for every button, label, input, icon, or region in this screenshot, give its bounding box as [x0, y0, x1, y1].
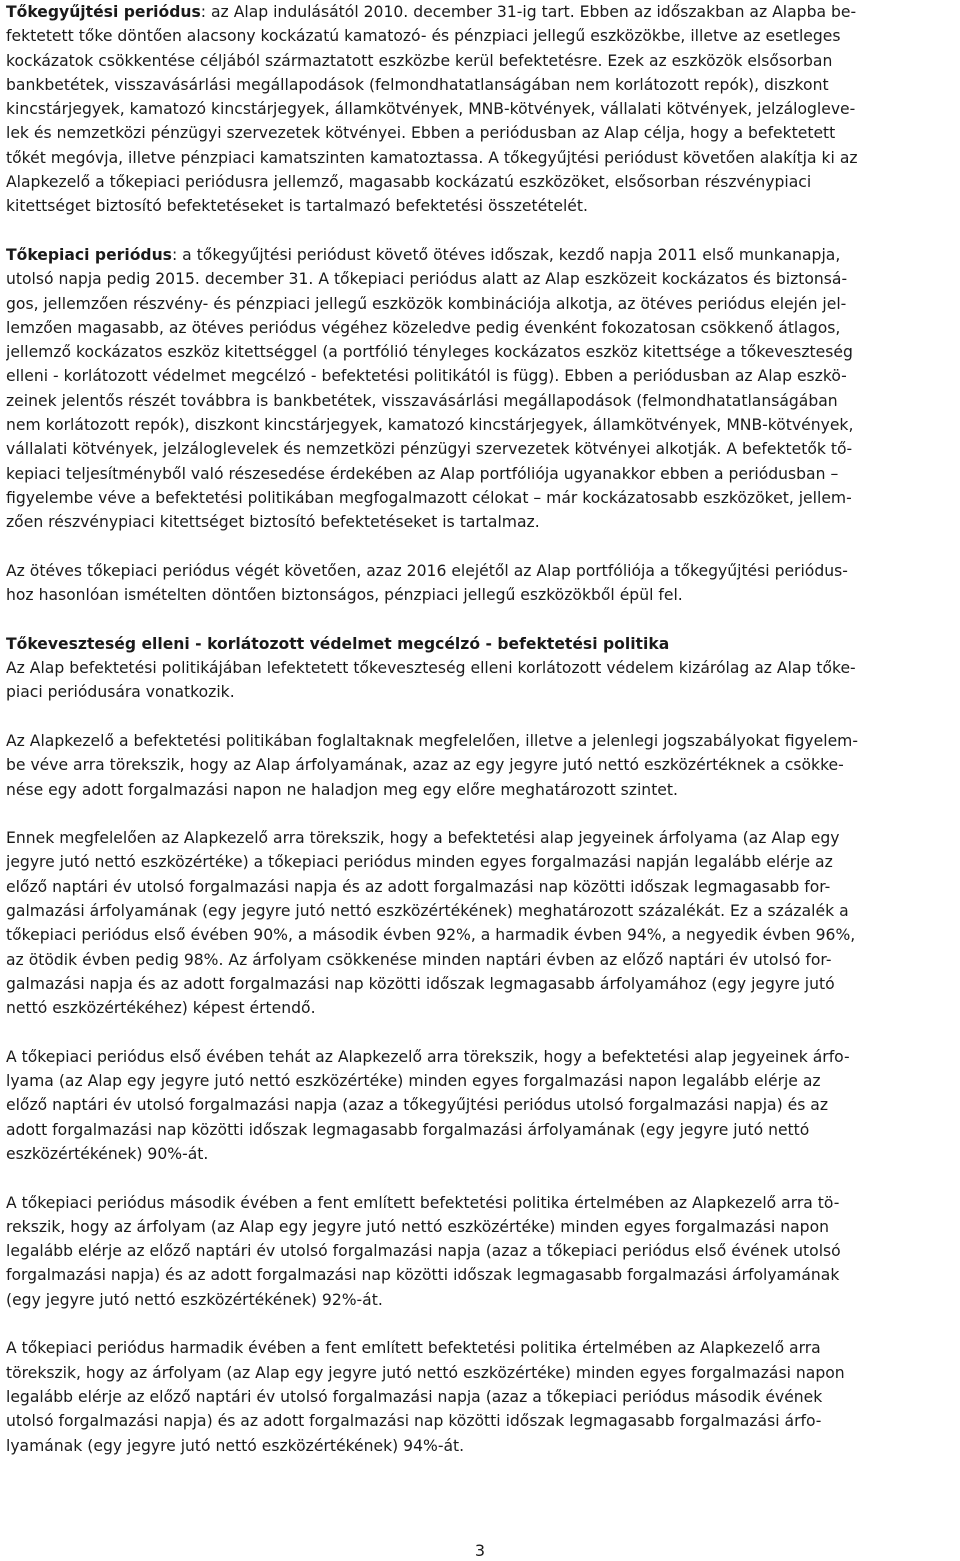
paragraph-capital-market-period: [6, 243, 952, 535]
term-capital-collection-period: Tőkegyűjtési periódus: [6, 3, 201, 21]
text-line: nése egy adott forgalmazási napon ne haladjon meg egy előre meghatározott szintet.: [6, 780, 678, 799]
term-capital-market-period: Tőkepiaci periódus: [6, 245, 172, 264]
paragraph-gap: [6, 705, 952, 729]
text-line: kockázatok csökkentése céljából származtatott eszközbe kerül befektetésre. Ezek az eszközök elsősorban: [6, 51, 833, 70]
paragraph-capital-collection-period: [6, 0, 952, 219]
text-line: kitettséget biztosító befektetéseket is tartalmazó befektetési összetételét.: [6, 197, 588, 216]
text-line: nettó eszközértékéhez) képest értendő.: [6, 999, 316, 1018]
text-line: kepiaci teljesítményből való részesedése érdekében az Alap portfóliója ugyanakkor ebben a periódusban –: [6, 464, 839, 483]
text-line: jegyre jutó nettó eszközértéke) a tőkepiaci periódus minden egyes forgalmazási napján legalább elérje az: [6, 853, 833, 872]
section-heading: Tőkeveszteség elleni - korlátozott védelmet megcélzó - befektetési politika: [6, 634, 670, 653]
text-line: be véve arra törekszik, hogy az Alap árfolyamának, azaz az egy jegyre jutó nettó eszközértéknek a csökke-: [6, 756, 844, 775]
text-line: eszközértékének) 90%-át.: [6, 1144, 209, 1163]
text-line: legalább elérje az előző naptári év utolsó forgalmazási napja (azaz a tőkepiaci periódus második évének: [6, 1387, 823, 1406]
paragraph-gap: [6, 535, 952, 559]
text-line: hoz hasonlóan ismételten döntően biztonságos, pénzpiaci jellegű eszközökből épül fel.: [6, 586, 683, 605]
text-line: az ötödik évben pedig 98%. Az árfolyam csökkenése minden naptári évben az előző naptári év utolsó for-: [6, 950, 832, 969]
text-line: A tőkepiaci periódus harmadik évében a fent említett befektetési politika értelmében az Alapkezelő arra: [6, 1339, 821, 1358]
text-line: lek és nemzetközi pénzügyi szervezetek kötvényei. Ebben a periódusban az Alap célja, hogy a befektetett: [6, 124, 836, 143]
text-line: adott forgalmazási nap közötti időszak legmagasabb forgalmazási árfolyamának (egy jegyre jutó nettó: [6, 1120, 810, 1139]
paragraph-percentages: [6, 826, 952, 1020]
text-line: piaci periódusára vonatkozik.: [6, 683, 235, 702]
text-line: A tőkepiaci periódus második évében a fent említett befektetési politika értelmében az Alapkezelő arra tö-: [6, 1193, 840, 1212]
paragraph-gap: [6, 1020, 952, 1044]
text-line: gos, jellemzően részvény- és pénzpiaci jellegű eszközök kombinációja alkotja, az ötéves periódus elején jel-: [6, 294, 847, 313]
text-line: tőkepiaci periódus első évében 90%, a második évben 92%, a harmadik évben 94%, a negyedik évben 96%,: [6, 926, 856, 945]
text-line: figyelembe véve a befektetési politikában megfogalmazott célokat – már kockázatosabb eszközöket, jellem-: [6, 488, 852, 507]
paragraph-gap: [6, 1312, 952, 1336]
text-line: kincstárjegyek, kamatozó kincstárjegyek, államkötvények, MNB-kötvények, vállalati kötvények, jelzálogleve-: [6, 100, 856, 119]
text-line: előző naptári év utolsó forgalmazási napja és az adott forgalmazási nap közötti időszak legmagasabb for-: [6, 877, 831, 896]
text-line: (egy jegyre jutó nettó eszközértékének) 92%-át.: [6, 1290, 383, 1309]
paragraph-second-year: [6, 1191, 952, 1312]
text-line: legalább elérje az előző naptári év utolsó forgalmazási napja (azaz a tőkepiaci periódus első évének utolsó: [6, 1242, 841, 1261]
text-line: Az Alap befektetési politikájában lefektetett tőkeveszteség elleni korlátozott védelem kizárólag az Alap tőke-: [6, 659, 856, 678]
text-line: törekszik, hogy az árfolyam (az Alap egy jegyre jutó nettó eszközértéke) minden egyes forgalmazási napon: [6, 1363, 845, 1382]
paragraph-after-period: [6, 559, 952, 608]
text-line: galmazási árfolyamának (egy jegyre jutó nettó eszközértékének) meghatározott százalékát. Ez a százalék a: [6, 901, 849, 920]
text-line: A tőkepiaci periódus első évében tehát az Alapkezelő arra törekszik, hogy a befektetési alap jegyeinek árfo-: [6, 1047, 850, 1066]
document-page: [6, 0, 952, 1458]
paragraph-protection-scope: [6, 656, 952, 705]
text-line: lyamának (egy jegyre jutó nettó eszközértékének) 94%-át.: [6, 1436, 465, 1455]
text-line: Ennek megfelelően az Alapkezelő arra törekszik, hogy a befektetési alap jegyeinek árfolyama (az Alap egy: [6, 829, 840, 848]
text-line: jellemző kockázatos eszköz kitettséggel (a portfólió tényleges kockázatos eszköz kitettsége a tőkeveszteség: [6, 343, 853, 362]
paragraph-manager-goal: [6, 729, 952, 802]
text-line: fektetett tőke döntően alacsony kockázatú kamatozó- és pénzpiaci jellegű eszközökbe, illetve az esetleges: [6, 27, 841, 46]
text-line: nem korlátozott repók), diszkont kincstárjegyek, kamatozó kincstárjegyek, államkötvények, MNB-kötvények,: [6, 416, 854, 435]
text-line: utolsó forgalmazási napja) és az adott forgalmazási nap közötti időszak legmagasabb forgalmazási árfo-: [6, 1412, 822, 1431]
page-number: 3: [474, 1541, 486, 1560]
text-line: Az ötéves tőkepiaci periódus végét követően, azaz 2016 elejétől az Alap portfóliója a tőkegyűjtési periódus-: [6, 561, 848, 580]
text-line: forgalmazási napja) és az adott forgalmazási nap közötti időszak legmagasabb forgalmazási árfolyamának: [6, 1266, 840, 1285]
text-line: előző naptári év utolsó forgalmazási napja (azaz a tőkegyűjtési periódus utolsó forgalmazási napja) és az: [6, 1096, 829, 1115]
text-line: vállalati kötvények, jelzáloglevelek és nemzetközi pénzügyi szervezetek kötvényei alkotják. A befektetők tő-: [6, 440, 853, 459]
text-line: galmazási napja és az adott forgalmazási nap közötti időszak legmagasabb árfolyamához (egy jegyre jutó: [6, 974, 835, 993]
text-line: zően részvénypiaci kitettséget biztosító befektetéseket is tartalmaz.: [6, 513, 540, 532]
text-line: lemzően magasabb, az ötéves periódus végéhez közeledve pedig évenként fokozatosan csökkenő átlagos,: [6, 318, 841, 337]
text-line: Tőkegyűjtési periódus: az Alap indulásától 2010. december 31-ig tart. Ebben az időszakban az Alapba be-: [6, 3, 857, 21]
text-line: Tőkepiaci periódus: a tőkegyűjtési periódust követő ötéves időszak, kezdő napja 2011 első munkanapja,: [6, 245, 841, 264]
text-line: lyama (az Alap egy jegyre jutó nettó eszközértéke) minden egyes forgalmazási napon legalább elérje az: [6, 1072, 821, 1091]
text-line: zeinek jelentős részét továbbra is bankbetétek, visszavásárlási megállapodások (felmondhatatlanságában: [6, 391, 838, 410]
paragraph-first-year: [6, 1045, 952, 1166]
text-line: Alapkezelő a tőkepiaci periódusra jellemző, magasabb kockázatú eszközöket, elsősorban részvénypiaci: [6, 173, 812, 192]
paragraph-gap: [6, 219, 952, 243]
text-line: elleni - korlátozott védelmet megcélzó - befektetési politikától is függ). Ebben a periódusban az Alap eszkö-: [6, 367, 847, 386]
paragraph-gap: [6, 802, 952, 826]
text-line: tőkét megóvja, illetve pénzpiaci kamatszinten kamatoztassa. A tőkegyűjtési periódust követően alakítja ki az: [6, 148, 858, 167]
paragraph-gap: [6, 1166, 952, 1190]
paragraph-third-year: [6, 1336, 952, 1457]
text-line: utolsó napja pedig 2015. december 31. A tőkepiaci periódus alatt az Alap eszközeit kockázatos és biztonsá-: [6, 270, 848, 289]
paragraph-gap: [6, 607, 952, 631]
text-line: rekszik, hogy az árfolyam (az Alap egy jegyre jutó nettó eszközértéke) minden egyes forgalmazási napon: [6, 1217, 829, 1236]
text-line: bankbetétek, visszavásárlási megállapodások (felmondhatatlanságában nem korlátozott repók), diszkont: [6, 75, 829, 94]
text-line: Az Alapkezelő a befektetési politikában foglaltaknak megfelelően, illetve a jelenlegi jogszabályokat figyelem-: [6, 731, 858, 750]
